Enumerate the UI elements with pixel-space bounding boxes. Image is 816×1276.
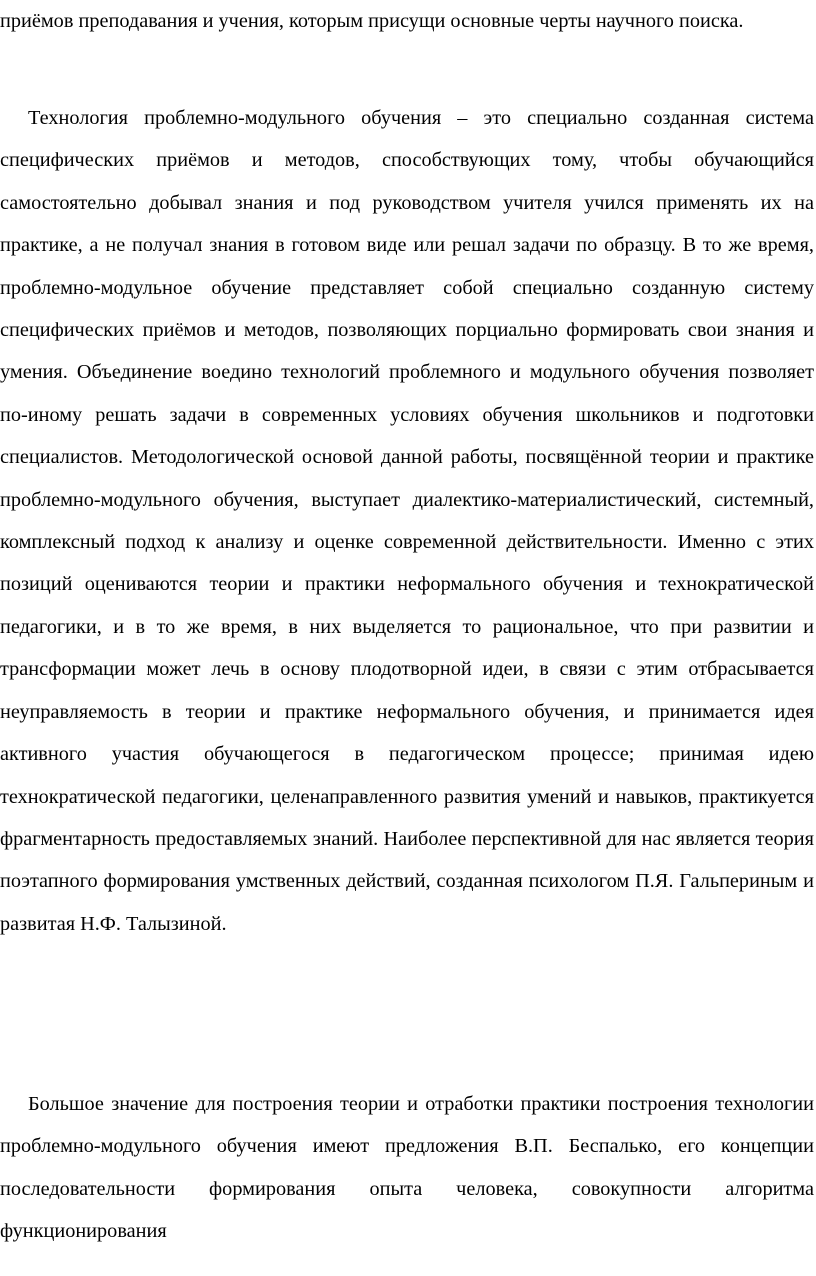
paragraph-2: Технология проблемно-модульного обучения – это специально созданная система специфических приёмов и методов, способствующих тому, чтобы обучающийся самостоятельно добывал знания и под руководством учителя учился применять их на практике, а не получал знания в готовом виде или решал задачи по образцу. В то же время, проблемно-модульное обучение представляет собой специально созданную систему специфических приёмов и методов, позволяющих порциально формировать свои знания и умения. Объединение воедино технологий проблемного и модульного обучения позволяет по-иному решать задачи в современных условиях обучения школьников и подготовки специалистов. Методологической основой данной работы, посвящённой теории и практике проблемно-модульного обучения, выступает диалектико-материалистический, системный, комплексный подход к анализу и оценке современной действительности. Именно с этих позиций оцениваются теории и практики неформального обучения и технократической педагогики, и в то же время, в них выделяется то рациональное, что при развитии и трансформации может лечь в основу плодотворной идеи, в связи с этим отбрасывается неуправляемость в теории и практике неформального обучения, и принимается идея активного участия обучающегося в педагогическом процессе; принимая идею технократической педагогики, целенаправленного развития умений и навыков, практикуется фрагментарность предоставляемых знаний. Наиболее перспективной для нас является теория поэтапного формирования умственных действий, созданная психологом П.Я. Гальпериным и развитая Н.Ф. Талызиной. — [0, 107, 814, 935]
paragraph-3: Большое значение для построения теории и отработки практики построения технологии проблемно-модульного обучения имеют предложения В.П. Беспалько, его концепции последовательности формирования опыта человека, совокупности алгоритма функционирования — [0, 1093, 814, 1243]
paragraph-1: приёмов преподавания и учения, которым присущи основные черты научного поиска. — [0, 10, 744, 32]
